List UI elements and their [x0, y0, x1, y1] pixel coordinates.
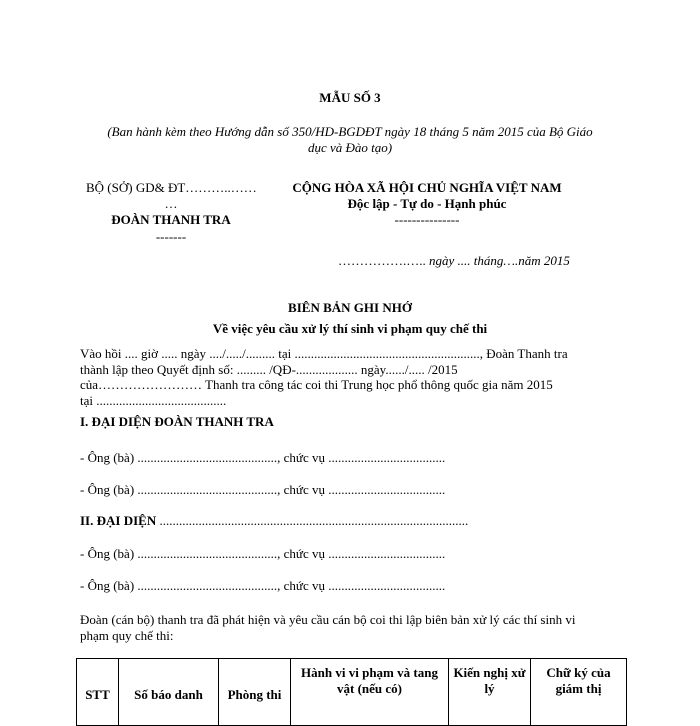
section-1-heading: I. ĐẠI DIỆN ĐOÀN THANH TRA [80, 414, 274, 429]
inspection-team-title: ĐOÀN THANH TRA [111, 212, 231, 227]
section-2-heading: II. ĐẠI DIỆN [80, 513, 157, 528]
intro-line-3: của…………………… Thanh tra công tác coi thi Trung học phổ thông quốc gia năm 2015 [80, 377, 553, 392]
column-header-recommendation: Kiến nghị xử lý [449, 659, 531, 726]
date-line-dots: …………….….. [338, 253, 426, 268]
column-header-violation: Hành vi vi phạm và tang vật (nếu có) [291, 659, 449, 726]
subtitle-line-2: dục và Đào tạo) [307, 140, 393, 155]
column-header-candidate-number: Số báo danh [119, 659, 219, 726]
closing-line-1: Đoàn (cán bộ) thanh tra đã phát hiện và yêu cầu cán bộ coi thi lập biên bản xử lý các thí sinh vi [80, 612, 576, 627]
ministry-line-cont: … [164, 196, 178, 211]
column-header-exam-room: Phòng thi [219, 659, 291, 726]
subtitle-line-1: (Ban hành kèm theo Hướng dẫn số 350/HD-BGDĐT ngày 18 tháng 5 năm 2015 của Bộ Giáo [107, 124, 593, 139]
national-title: CỘNG HÒA XÃ HỘI CHỦ NGHĨA VIỆT NAM [292, 180, 562, 195]
section-2-heading-line [80, 513, 468, 529]
ministry-line: BỘ (SỞ) GD& ĐT………..…… [86, 180, 257, 195]
document-title: BIÊN BẢN GHI NHỚ [288, 300, 412, 315]
violations-table [76, 658, 627, 726]
date-line-text: ngày .... tháng….năm 2015 [425, 253, 570, 268]
date-line [338, 253, 570, 269]
intro-line-2: thành lập theo Quyết định số: ......... /QĐ-................... ngày....../..... /2015 [80, 362, 458, 377]
right-header-divider: --------------- [394, 212, 460, 227]
intro-line-1: Vào hồi .... giờ ..... ngày ..../...../......... tại ........................................................., Đoàn Thanh tra [80, 346, 568, 361]
column-header-invigilator-signature: Chữ ký của giám thị [531, 659, 627, 726]
left-header-divider: ------- [155, 229, 187, 244]
section-2-row-1: - Ông (bà) ..........................................., chức vụ .................................... [80, 546, 446, 561]
intro-line-4: tại ........................................ [80, 393, 227, 408]
table-header-row [77, 659, 627, 726]
national-motto: Độc lập - Tự do - Hạnh phúc [347, 196, 507, 211]
form-number: MẪU SỐ 3 [319, 90, 381, 105]
closing-line-2: phạm quy chế thi: [80, 628, 174, 643]
section-2-row-2: - Ông (bà) ..........................................., chức vụ .................................... [80, 578, 446, 593]
section-1-row-1: - Ông (bà) ..........................................., chức vụ .................................... [80, 450, 446, 465]
column-header-stt: STT [77, 659, 119, 726]
document-subject: Về việc yêu cầu xử lý thí sinh vi phạm quy chế thi [212, 321, 488, 336]
section-1-row-2: - Ông (bà) ..........................................., chức vụ .................................... [80, 482, 446, 497]
section-2-heading-dots: ............................................................................................... [156, 513, 469, 528]
